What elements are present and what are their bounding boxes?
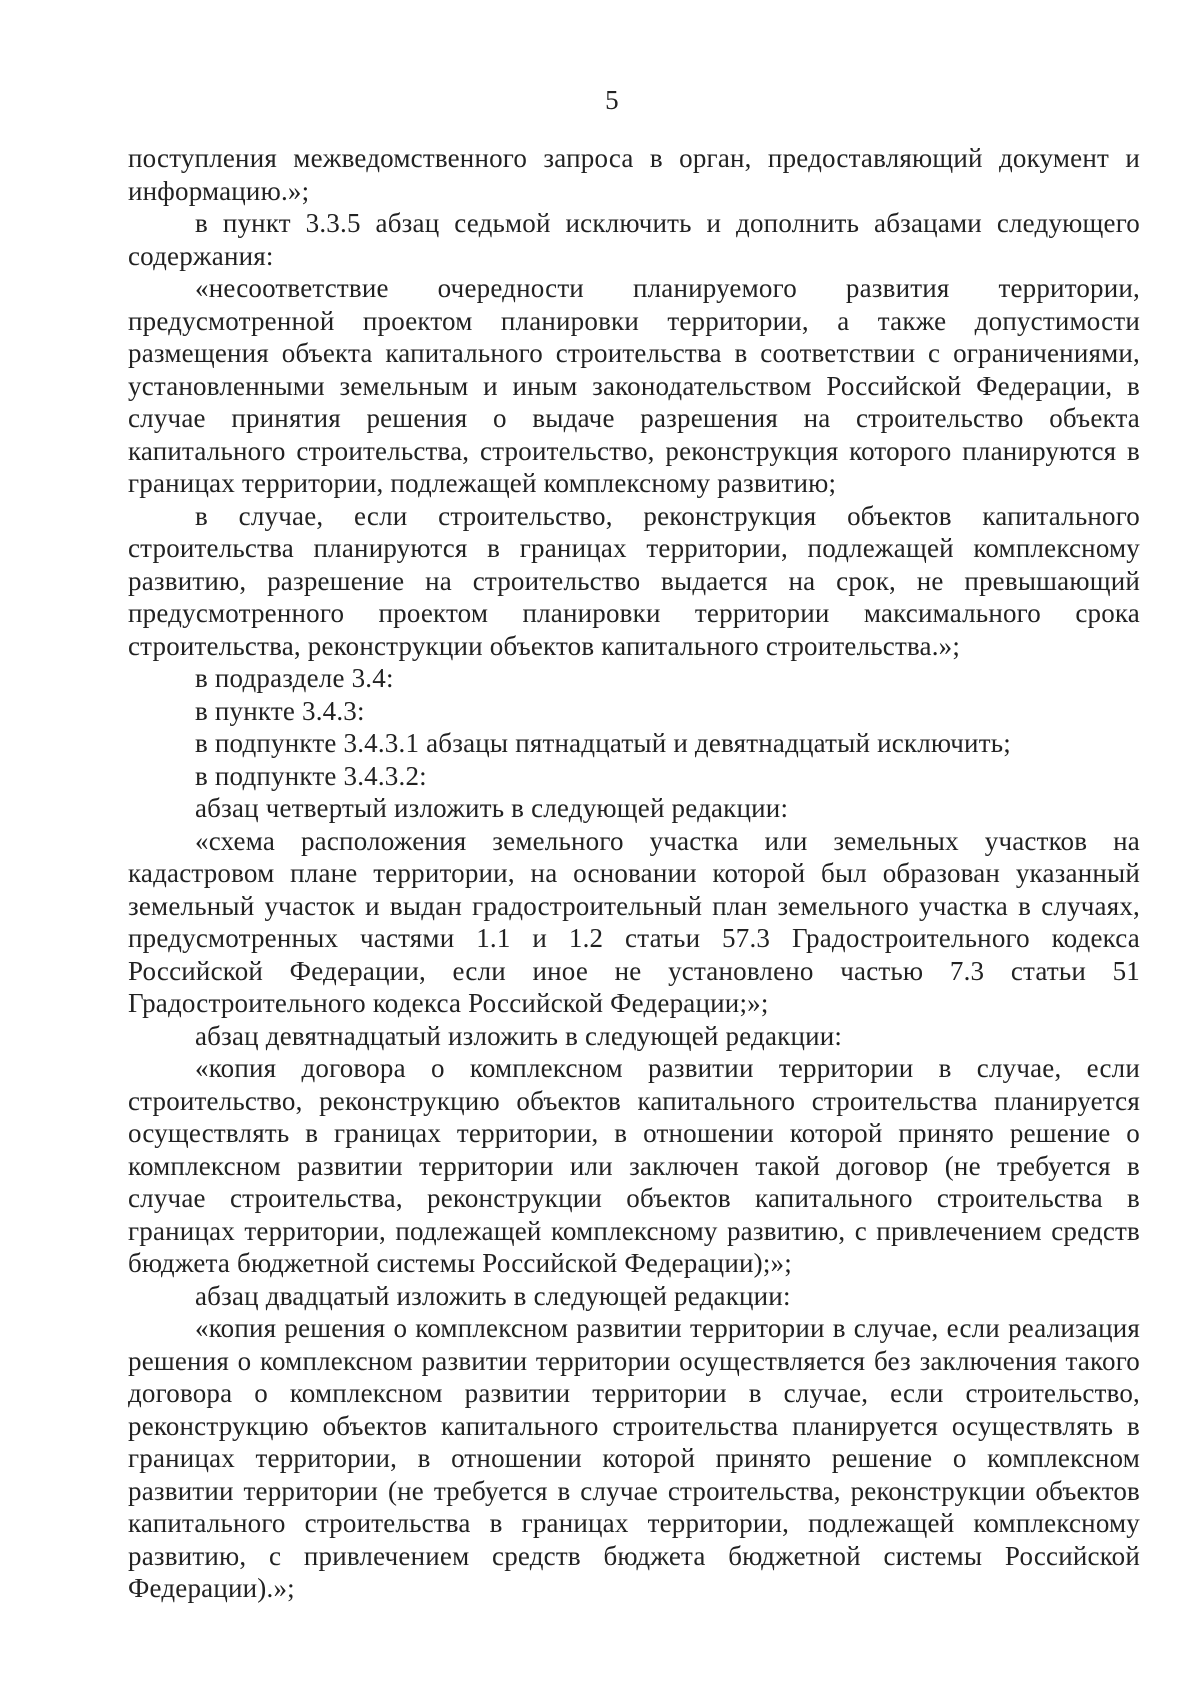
- document-body: [128, 142, 1140, 1605]
- paragraph: в пункт 3.3.5 абзац седьмой исключить и дополнить абзацами следующего содержания:: [128, 208, 1140, 271]
- paragraph: «схема расположения земельного участка или земельных участков на кадастровом плане территории, на основании которой был образован указанный земельный участок и выдан градостроительный план земельного участка в случаях, предусмотренных частями 1.1 и 1.2 статьи 57.3 Градостроительного кодекса Российской Федерации, если иное не установлено частью 7.3 статьи 51 Градостроительного кодекса Российской Федерации;»;: [128, 825, 1140, 1018]
- paragraph: абзац девятнадцатый изложить в следующей редакции:: [195, 1020, 843, 1051]
- page-number: 5: [605, 85, 619, 115]
- paragraph-continuation: поступления межведомственного запроса в орган, предоставляющий документ и информацию.»;: [128, 143, 1140, 206]
- paragraph: «несоответствие очередности планируемого развития территории, предусмотренной проектом планировки территории, а также допустимости размещения объекта капитального строительства в соответствии с ограничениями, установленными земельным и иным законодательством Российской Федерации, в случае принятия решения о выдаче разрешения на строительство объекта капитального строительства, строительство, реконструкция которого планируются в границах территории, подлежащей комплексному развитию;: [128, 273, 1140, 498]
- paragraph: абзац двадцатый изложить в следующей редакции:: [195, 1280, 791, 1311]
- paragraph: «копия договора о комплексном развитии территории в случае, если строительство, реконструкцию объектов капитального строительства планируется осуществлять в границах территории, в отношении которой принято решение о комплексном развитии территории или заключен такой договор (не требуется в случае строительства, реконструкции объектов капитального строительства в границах территории, подлежащей комплексному развитию, с привлечением средств бюджета бюджетной системы Российской Федерации);»;: [128, 1053, 1140, 1278]
- paragraph: в подпункте 3.4.3.2:: [195, 760, 427, 791]
- paragraph: абзац четвертый изложить в следующей редакции:: [195, 793, 789, 823]
- paragraph: «копия решения о комплексном развитии территории в случае, если реализация решения о комплексном развитии территории осуществляется без заключения такого договора о комплексном развитии территории в случае, если строительство, реконструкцию объектов капитального строительства планируется осуществлять в границах территории, в отношении которой принято решение о комплексном развитии территории (не требуется в случае строительства, реконструкции объектов капитального строительства в границах территории, подлежащей комплексному развитию, с привлечением средств бюджета бюджетной системы Российской Федерации).»;: [128, 1313, 1140, 1603]
- paragraph: в подразделе 3.4:: [195, 663, 394, 693]
- paragraph: в случае, если строительство, реконструкция объектов капитального строительства планируются в границах территории, подлежащей комплексному развитию, разрешение на строительство выдается на срок, не превышающий предусмотренного проектом планировки территории максимального срока строительства, реконструкции объектов капитального строительства.»;: [128, 500, 1140, 661]
- paragraph: в подпункте 3.4.3.1 абзацы пятнадцатый и девятнадцатый исключить;: [195, 728, 1011, 758]
- paragraph: в пункте 3.4.3:: [195, 695, 365, 726]
